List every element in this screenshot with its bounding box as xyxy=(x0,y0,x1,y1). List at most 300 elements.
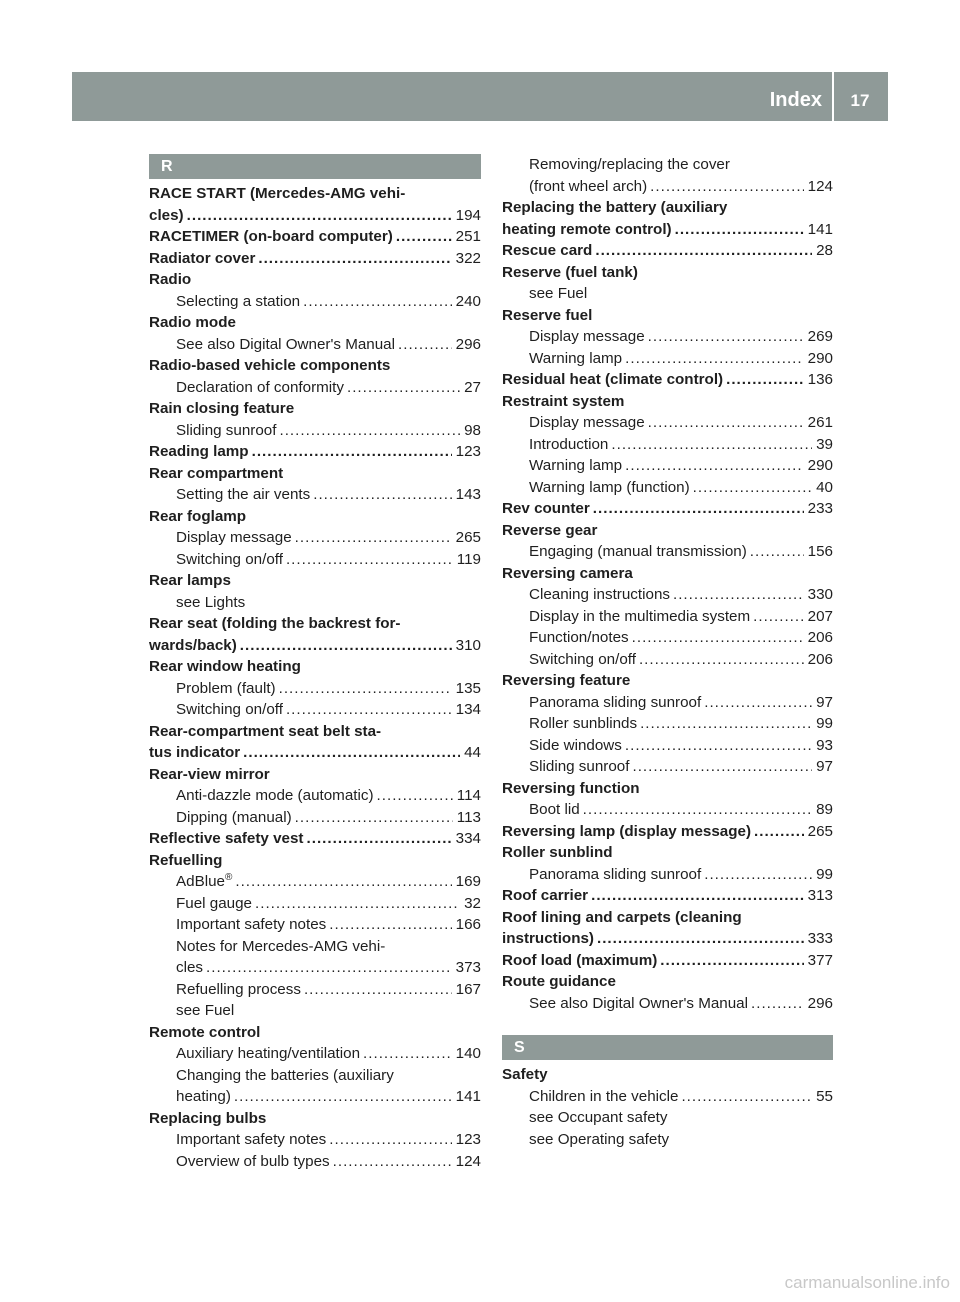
entry-label xyxy=(176,1151,330,1173)
dot-leader xyxy=(751,993,804,1015)
entry-label xyxy=(176,785,374,807)
index-heading: Rain closing feature xyxy=(149,400,295,417)
entry-label xyxy=(149,828,304,850)
index-subentry xyxy=(502,799,833,821)
page-header-divider xyxy=(832,72,834,121)
entry-label-text: Engaging (manual transmission) xyxy=(529,543,747,560)
index-heading: Rear-view mirror xyxy=(149,765,270,783)
registered-mark: ® xyxy=(224,871,233,883)
index-subentry-text: Notes for Mercedes-AMG vehi- xyxy=(176,937,386,955)
entry-label xyxy=(176,893,252,915)
index-subentry xyxy=(502,735,833,757)
entry-label-text: Declaration of conformity xyxy=(176,378,344,396)
dot-leader xyxy=(286,549,453,571)
index-entry xyxy=(502,219,833,241)
entry-label-text: Display in the multimedia system xyxy=(529,607,751,625)
index-subentry xyxy=(502,477,833,499)
entry-label xyxy=(176,957,203,979)
entry-page-number: 330 xyxy=(807,586,833,603)
entry-label-text: Rev counter xyxy=(502,500,590,517)
dot-leader xyxy=(625,348,804,370)
entry-label-text: Boot lid xyxy=(529,801,580,818)
index-subentry-text: see Fuel xyxy=(176,1002,235,1019)
entry-label xyxy=(176,527,292,549)
entry-page-number: 334 xyxy=(455,830,481,847)
entry-page-number: 290 xyxy=(807,457,833,474)
index-subentry-text: see Occupant safety xyxy=(529,1109,668,1126)
index-heading: Reserve (fuel tank) xyxy=(502,263,638,281)
index-heading: Roof lining and carpets (cleaning xyxy=(502,908,742,926)
entry-label-text: Important safety notes xyxy=(176,916,327,933)
dot-leader xyxy=(363,1043,452,1065)
entry-page-number: 44 xyxy=(464,744,481,761)
entry-label-text: Important safety notes xyxy=(176,1131,327,1148)
entry-label-text: Sliding sunroof xyxy=(529,758,630,775)
dot-leader xyxy=(648,326,804,348)
index-subentry xyxy=(502,326,833,348)
dot-leader xyxy=(206,957,452,979)
index-subentry xyxy=(502,606,833,628)
index-subentry xyxy=(149,1043,481,1065)
index-subentry xyxy=(149,527,481,549)
dot-leader xyxy=(704,864,812,886)
entry-label xyxy=(149,226,393,248)
entry-page-number: 123 xyxy=(455,443,481,460)
index-subentry xyxy=(149,893,481,915)
index-entry xyxy=(502,369,833,391)
entry-page-number: 156 xyxy=(807,543,833,560)
entry-label xyxy=(176,484,310,506)
entry-label xyxy=(149,742,240,764)
entry-label-text: Reading lamp xyxy=(149,443,249,460)
index-subentry xyxy=(502,455,833,477)
dot-leader xyxy=(681,1086,812,1108)
entry-page-number: 167 xyxy=(455,980,481,998)
dot-leader xyxy=(726,369,804,391)
entry-label-text: tus indicator xyxy=(149,744,241,761)
index-subentry xyxy=(149,1151,481,1173)
entry-label-text: Warning lamp xyxy=(529,349,623,367)
entry-label xyxy=(529,713,637,735)
entry-page-number: 333 xyxy=(807,930,833,947)
entry-label-text: Children in the vehicle xyxy=(529,1087,679,1105)
index-subentry xyxy=(502,649,833,671)
entry-label-text: Roof load (maximum) xyxy=(502,951,658,969)
dot-leader xyxy=(650,176,803,198)
entry-label-text: Selecting a station xyxy=(176,292,301,310)
index-subentry xyxy=(149,678,481,700)
entry-page-number: 261 xyxy=(807,414,833,431)
index-subentry xyxy=(502,434,833,456)
entry-label xyxy=(176,549,283,571)
entry-page-number: 27 xyxy=(464,378,481,396)
index-subentry xyxy=(149,957,481,979)
entry-label-text: RACETIMER (on-board computer) xyxy=(149,228,393,245)
index-subentry xyxy=(502,541,833,563)
entry-page-number: 99 xyxy=(816,715,833,732)
entry-page-number: 28 xyxy=(816,242,833,259)
entry-label xyxy=(176,678,276,700)
dot-leader xyxy=(754,821,804,843)
dot-leader xyxy=(595,240,812,262)
entry-page-number: 251 xyxy=(455,228,481,245)
entry-label xyxy=(149,635,237,657)
index-subentry xyxy=(149,979,481,1001)
entry-page-number: 40 xyxy=(816,478,833,496)
entry-label xyxy=(529,735,622,757)
entry-page-number: 141 xyxy=(455,1088,481,1105)
dot-leader xyxy=(279,678,452,700)
entry-label-text: Side windows xyxy=(529,736,622,754)
entry-label xyxy=(149,441,249,463)
index-subentry xyxy=(149,484,481,506)
index-heading: Route guidance xyxy=(502,973,616,990)
entry-label xyxy=(529,649,636,671)
entry-label xyxy=(176,699,283,721)
index-heading: Rear window heating xyxy=(149,658,301,675)
dot-leader xyxy=(398,334,452,356)
index-subentry-text: see Operating safety xyxy=(529,1130,670,1148)
entry-page-number: 296 xyxy=(455,335,481,353)
index-subentry xyxy=(502,756,833,778)
index-subentry xyxy=(149,807,481,829)
index-heading: Remote control xyxy=(149,1023,261,1041)
entry-label xyxy=(529,756,629,778)
index-subentry xyxy=(149,785,481,807)
entry-label-text: See also Digital Owner's Manual xyxy=(176,335,396,353)
entry-label-text: Switching on/off xyxy=(176,701,283,718)
dot-leader xyxy=(675,219,804,241)
entry-label-text: heating) xyxy=(176,1088,231,1105)
entry-label xyxy=(176,807,292,829)
index-heading: Reversing feature xyxy=(502,672,631,689)
index-entry xyxy=(149,441,481,463)
dot-leader xyxy=(625,455,804,477)
entry-label xyxy=(176,420,276,442)
index-subentry xyxy=(502,713,833,735)
entry-page-number: 93 xyxy=(816,736,833,754)
section-heading-r: R xyxy=(149,154,481,179)
entry-label xyxy=(529,864,701,886)
index-heading: Radio xyxy=(149,271,192,288)
index-subentry xyxy=(502,412,833,434)
dot-leader xyxy=(648,412,804,434)
index-entry xyxy=(149,828,481,850)
entry-label xyxy=(529,606,750,628)
entry-label xyxy=(176,334,395,356)
dot-leader xyxy=(753,606,804,628)
dot-leader xyxy=(704,692,812,714)
entry-page-number: 240 xyxy=(455,292,481,310)
entry-page-number: 194 xyxy=(455,206,481,224)
index-subentry xyxy=(149,420,481,442)
entry-label-text: Setting the air vents xyxy=(176,486,311,503)
entry-page-number: 113 xyxy=(456,808,481,826)
index-subentry xyxy=(149,699,481,721)
entry-page-number: 206 xyxy=(807,650,833,668)
index-subentry xyxy=(149,1129,481,1151)
entry-label-text: Residual heat (climate control) xyxy=(502,371,724,388)
entry-label xyxy=(529,692,701,714)
dot-leader xyxy=(640,713,812,735)
entry-page-number: 136 xyxy=(807,371,833,388)
entry-label xyxy=(529,627,629,649)
entry-page-number: 265 xyxy=(807,822,833,840)
entry-label-text: wards/back) xyxy=(149,636,237,654)
index-heading: Replacing the battery (auxiliary xyxy=(502,199,728,216)
index-subentry-text: Removing/replacing the cover xyxy=(529,156,730,173)
dot-leader xyxy=(187,205,452,227)
entry-label-text: Dipping (manual) xyxy=(176,808,292,826)
entry-label-text: Reversing lamp (display message) xyxy=(502,822,752,840)
index-heading: Reverse gear xyxy=(502,521,598,539)
entry-label-text: Radiator cover xyxy=(149,249,256,267)
dot-leader xyxy=(632,756,812,778)
entry-page-number: 124 xyxy=(455,1152,481,1170)
entry-label-text: Sliding sunroof xyxy=(176,421,277,439)
dot-leader xyxy=(243,742,460,764)
dot-leader xyxy=(660,950,803,972)
index-subentry xyxy=(149,549,481,571)
index-subentry-text: see Lights xyxy=(176,593,246,611)
dot-leader xyxy=(625,735,812,757)
index-heading: Rear lamps xyxy=(149,572,231,589)
index-entry xyxy=(502,498,833,520)
index-heading: Radio mode xyxy=(149,314,236,331)
index-heading: Safety xyxy=(502,1066,548,1083)
entry-label-text: Display message xyxy=(529,414,645,431)
entry-label xyxy=(149,248,255,270)
entry-label xyxy=(176,979,301,1001)
entry-label xyxy=(176,1129,326,1151)
index-heading: RACE START (Mercedes-AMG vehi- xyxy=(149,185,406,202)
entry-label-text: AdBlue xyxy=(176,873,225,890)
entry-label-text: Function/notes xyxy=(529,629,629,646)
entry-label-text: cles) xyxy=(149,206,184,224)
entry-page-number: 32 xyxy=(464,894,481,912)
index-heading: Radio-based vehicle components xyxy=(149,357,391,374)
index-heading: Rear foglamp xyxy=(149,507,247,525)
index-subentry-text: see Fuel xyxy=(529,285,588,302)
index-heading: Restraint system xyxy=(502,392,625,410)
page-number: 17 xyxy=(850,91,870,110)
entry-label-text: Cleaning instructions xyxy=(529,586,670,603)
index-entry xyxy=(149,205,481,227)
index-entry xyxy=(149,742,481,764)
entry-page-number: 377 xyxy=(807,951,833,969)
entry-page-number: 296 xyxy=(807,994,833,1012)
entry-page-number: 114 xyxy=(456,787,481,804)
entry-label xyxy=(529,477,690,499)
index-subentry xyxy=(149,334,481,356)
dot-leader xyxy=(693,477,812,499)
dot-leader xyxy=(591,885,804,907)
entry-label xyxy=(529,176,647,198)
entry-label xyxy=(529,584,670,606)
entry-label-text: Reflective safety vest xyxy=(149,830,304,847)
index-entry xyxy=(149,226,481,248)
entry-label xyxy=(529,1086,678,1108)
entry-page-number: 269 xyxy=(807,328,833,345)
dot-leader xyxy=(329,1129,451,1151)
entry-label-text: cles xyxy=(176,959,204,976)
entry-label-text: Roof carrier xyxy=(502,887,589,904)
dot-leader xyxy=(377,785,453,807)
index-entry xyxy=(149,635,481,657)
entry-page-number: 123 xyxy=(455,1131,481,1148)
index-heading: Rear-compartment seat belt sta- xyxy=(149,722,382,740)
entry-label-text: Rescue card xyxy=(502,242,593,259)
dot-leader xyxy=(673,584,804,606)
entry-label xyxy=(502,928,594,950)
index-subentry xyxy=(502,1086,833,1108)
index-subentry xyxy=(502,692,833,714)
entry-label xyxy=(529,541,747,563)
dot-leader xyxy=(279,420,460,442)
entry-label xyxy=(502,950,657,972)
dot-leader xyxy=(750,541,804,563)
entry-page-number: 207 xyxy=(807,607,833,625)
entry-label-text: Display message xyxy=(529,328,645,345)
entry-page-number: 166 xyxy=(455,916,481,933)
entry-label xyxy=(176,1043,360,1065)
index-heading: Rear compartment xyxy=(149,464,284,482)
index-subentry xyxy=(149,871,481,893)
entry-label xyxy=(529,993,748,1015)
index-entry xyxy=(502,950,833,972)
section-heading: S xyxy=(502,1035,833,1060)
dot-leader xyxy=(307,828,452,850)
dot-leader xyxy=(632,627,804,649)
entry-page-number: 373 xyxy=(455,959,481,976)
entry-page-number: 97 xyxy=(816,758,833,775)
dot-leader xyxy=(303,291,452,313)
entry-label-text: Warning lamp xyxy=(529,457,623,474)
entry-page-number: 135 xyxy=(455,679,481,697)
dot-leader xyxy=(593,498,804,520)
entry-page-number: 97 xyxy=(816,693,833,711)
index-heading: Rear seat (folding the backrest for- xyxy=(149,615,401,632)
dot-leader xyxy=(583,799,812,821)
dot-leader xyxy=(611,434,812,456)
index-subentry xyxy=(502,176,833,198)
entry-page-number: 89 xyxy=(816,801,833,818)
entry-label xyxy=(529,348,622,370)
dot-leader xyxy=(240,635,452,657)
index-subentry xyxy=(502,993,833,1015)
index-entry xyxy=(502,928,833,950)
index-column-left xyxy=(149,154,481,1172)
entry-page-number: 119 xyxy=(456,550,481,568)
dot-leader xyxy=(235,871,451,893)
page-header-title: Index xyxy=(769,89,822,111)
entry-page-number: 265 xyxy=(455,529,481,546)
entry-page-number: 169 xyxy=(455,873,481,890)
index-subentry xyxy=(502,627,833,649)
entry-label-text: Introduction xyxy=(529,435,609,453)
entry-label xyxy=(149,205,184,227)
entry-label-text: Switching on/off xyxy=(176,550,283,568)
dot-leader xyxy=(396,226,452,248)
entry-page-number: 322 xyxy=(455,249,481,267)
entry-label xyxy=(529,434,608,456)
entry-page-number: 141 xyxy=(807,220,833,238)
entry-label xyxy=(176,291,300,313)
entry-page-number: 124 xyxy=(807,177,833,195)
index-entry xyxy=(149,248,481,270)
entry-label xyxy=(176,1086,231,1108)
entry-label xyxy=(529,412,645,434)
entry-label xyxy=(502,498,590,520)
entry-label-text: Problem (fault) xyxy=(176,679,276,697)
entry-label-text: Fuel gauge xyxy=(176,894,252,912)
dot-leader xyxy=(295,527,452,549)
entry-label xyxy=(529,326,645,348)
entry-page-number: 39 xyxy=(816,435,833,453)
dot-leader xyxy=(255,893,460,915)
entry-label-text: Switching on/off xyxy=(529,650,636,668)
entry-label xyxy=(529,799,580,821)
index-heading: Reserve fuel xyxy=(502,306,593,324)
entry-label-text: Roller sunblinds xyxy=(529,715,638,732)
index-subentry xyxy=(149,914,481,936)
index-heading: Reversing camera xyxy=(502,564,633,582)
index-column-right xyxy=(502,154,833,1150)
entry-page-number: 140 xyxy=(455,1045,481,1062)
index-entry xyxy=(502,885,833,907)
entry-label xyxy=(502,219,672,241)
dot-leader xyxy=(597,928,804,950)
index-subentry xyxy=(149,377,481,399)
entry-label xyxy=(502,821,751,843)
entry-label xyxy=(176,377,344,399)
index-subentry xyxy=(502,864,833,886)
entry-label-text: Warning lamp (function) xyxy=(529,478,690,496)
index-subentry xyxy=(502,348,833,370)
entry-page-number: 143 xyxy=(455,486,481,503)
index-subentry xyxy=(149,1086,481,1108)
entry-page-number: 233 xyxy=(807,500,833,517)
entry-label-text: Display message xyxy=(176,529,292,546)
index-subentry xyxy=(149,291,481,313)
entry-label xyxy=(502,369,723,391)
index-subentry xyxy=(502,584,833,606)
entry-label-text: Refuelling process xyxy=(176,980,301,998)
entry-page-number: 313 xyxy=(807,887,833,904)
index-heading: Reversing function xyxy=(502,779,640,797)
entry-page-number: 55 xyxy=(816,1087,833,1105)
entry-page-number: 206 xyxy=(807,629,833,646)
entry-label xyxy=(529,455,622,477)
entry-page-number: 290 xyxy=(807,349,833,367)
dot-leader xyxy=(234,1086,452,1108)
dot-leader xyxy=(347,377,460,399)
entry-page-number: 310 xyxy=(455,636,481,654)
entry-label-text: heating remote control) xyxy=(502,220,672,238)
dot-leader xyxy=(304,979,452,1001)
index-subentry-text: Changing the batteries (auxiliary xyxy=(176,1066,394,1084)
entry-page-number: 99 xyxy=(816,865,833,883)
entry-label-text: See also Digital Owner's Manual xyxy=(529,994,749,1012)
entry-label-text: Auxiliary heating/ventilation xyxy=(176,1045,361,1062)
entry-label xyxy=(176,871,232,893)
index-entry xyxy=(502,240,833,262)
entry-label-text: (front wheel arch) xyxy=(529,177,648,195)
index-entry xyxy=(502,821,833,843)
section-spacer xyxy=(502,1014,833,1035)
index-heading: Roller sunblind xyxy=(502,844,613,861)
entry-label xyxy=(176,914,326,936)
